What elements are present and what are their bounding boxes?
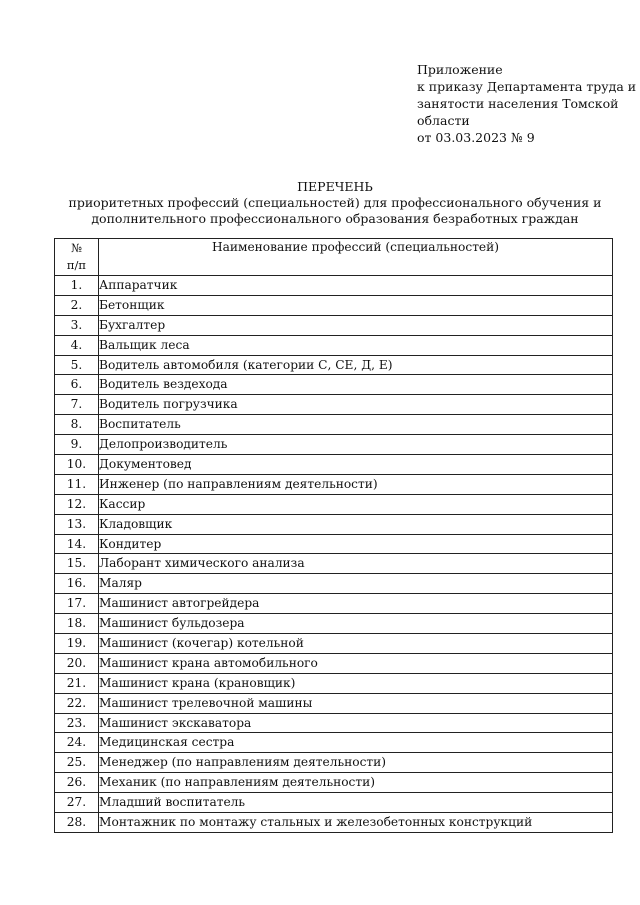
table-row (55, 634, 613, 654)
column-header-name: Наименование профессий (специальностей) (99, 239, 613, 276)
profession-name: Механик (по направлениям деятельности) (99, 773, 613, 793)
table-row (55, 276, 613, 296)
profession-name: Водитель автомобиля (категории С, СЕ, Д, Е) (99, 355, 613, 375)
profession-name: Воспитатель (99, 415, 613, 435)
table-row (55, 534, 613, 554)
table-row (55, 514, 613, 534)
row-number: 9. (55, 435, 99, 455)
table-row (55, 713, 613, 733)
document-subtitle-line1: приоритетных профессий (специальностей) для профессионального обучения и (68, 195, 602, 210)
appendix-order-line: к приказу Департамента труда и (417, 79, 637, 94)
row-number: 12. (55, 494, 99, 514)
column-header-number-symbol: № (71, 241, 82, 255)
profession-name: Кондитер (99, 534, 613, 554)
profession-name: Водитель вездехода (99, 375, 613, 395)
profession-name: Инженер (по направлениям деятельности) (99, 474, 613, 494)
profession-name: Бухгалтер (99, 315, 613, 335)
table-header-row (55, 239, 613, 276)
profession-name: Делопроизводитель (99, 435, 613, 455)
profession-name: Маляр (99, 574, 613, 594)
table-row (55, 614, 613, 634)
table-row (55, 653, 613, 673)
appendix-date-line: от 03.03.2023 № 9 (417, 130, 535, 145)
table-row (55, 455, 613, 475)
row-number: 7. (55, 395, 99, 415)
row-number: 17. (55, 594, 99, 614)
table-row (55, 594, 613, 614)
table-row (55, 574, 613, 594)
table-row (55, 435, 613, 455)
row-number: 19. (55, 634, 99, 654)
profession-name: Медицинская сестра (99, 733, 613, 753)
row-number: 5. (55, 355, 99, 375)
document-subtitle-line2: дополнительного профессионального образования безработных граждан (91, 211, 579, 226)
profession-name: Менеджер (по направлениям деятельности) (99, 753, 613, 773)
column-header-number (55, 239, 99, 276)
profession-name: Машинист крана (крановщик) (99, 673, 613, 693)
profession-name: Лаборант химического анализа (99, 554, 613, 574)
row-number: 18. (55, 614, 99, 634)
appendix-label: Приложение (417, 62, 503, 77)
profession-name: Машинист автогрейдера (99, 594, 613, 614)
table-row (55, 733, 613, 753)
table-row (55, 693, 613, 713)
row-number: 21. (55, 673, 99, 693)
table-row (55, 395, 613, 415)
table-row (55, 793, 613, 813)
table-row (55, 474, 613, 494)
profession-name: Машинист экскаватора (99, 713, 613, 733)
profession-name: Водитель погрузчика (99, 395, 613, 415)
row-number: 4. (55, 335, 99, 355)
row-number: 6. (55, 375, 99, 395)
profession-name: Бетонщик (99, 295, 613, 315)
row-number: 20. (55, 653, 99, 673)
column-header-number-abbr: п/п (66, 258, 87, 272)
row-number: 25. (55, 753, 99, 773)
row-number: 8. (55, 415, 99, 435)
row-number: 22. (55, 693, 99, 713)
table-row (55, 335, 613, 355)
row-number: 28. (55, 813, 99, 833)
row-number: 16. (55, 574, 99, 594)
table-row (55, 315, 613, 335)
table-row (55, 773, 613, 793)
table-body (55, 276, 613, 833)
document-title: ПЕРЕЧЕНЬ (297, 179, 373, 194)
profession-name: Машинист крана автомобильного (99, 653, 613, 673)
row-number: 1. (55, 276, 99, 296)
profession-name: Документовед (99, 455, 613, 475)
profession-name: Машинист трелевочной машины (99, 693, 613, 713)
profession-name: Машинист (кочегар) котельной (99, 634, 613, 654)
appendix-department-line: занятости населения Томской (417, 96, 619, 111)
row-number: 27. (55, 793, 99, 813)
table-row (55, 753, 613, 773)
table-row (55, 295, 613, 315)
profession-name: Кассир (99, 494, 613, 514)
row-number: 14. (55, 534, 99, 554)
profession-name: Машинист бульдозера (99, 614, 613, 634)
row-number: 13. (55, 514, 99, 534)
row-number: 26. (55, 773, 99, 793)
row-number: 2. (55, 295, 99, 315)
row-number: 11. (55, 474, 99, 494)
table-row (55, 673, 613, 693)
table-row (55, 813, 613, 833)
profession-name: Монтажник по монтажу стальных и железобетонных конструкций (99, 813, 613, 833)
row-number: 24. (55, 733, 99, 753)
profession-name: Кладовщик (99, 514, 613, 534)
table-row (55, 494, 613, 514)
profession-name: Вальщик леса (99, 335, 613, 355)
row-number: 10. (55, 455, 99, 475)
profession-name: Аппаратчик (99, 276, 613, 296)
row-number: 3. (55, 315, 99, 335)
appendix-block (417, 61, 637, 146)
table-row (55, 375, 613, 395)
professions-table (54, 238, 613, 833)
table-row (55, 415, 613, 435)
table-row (55, 355, 613, 375)
appendix-region-line: области (417, 113, 470, 128)
row-number: 15. (55, 554, 99, 574)
profession-name: Младший воспитатель (99, 793, 613, 813)
row-number: 23. (55, 713, 99, 733)
table-row (55, 554, 613, 574)
